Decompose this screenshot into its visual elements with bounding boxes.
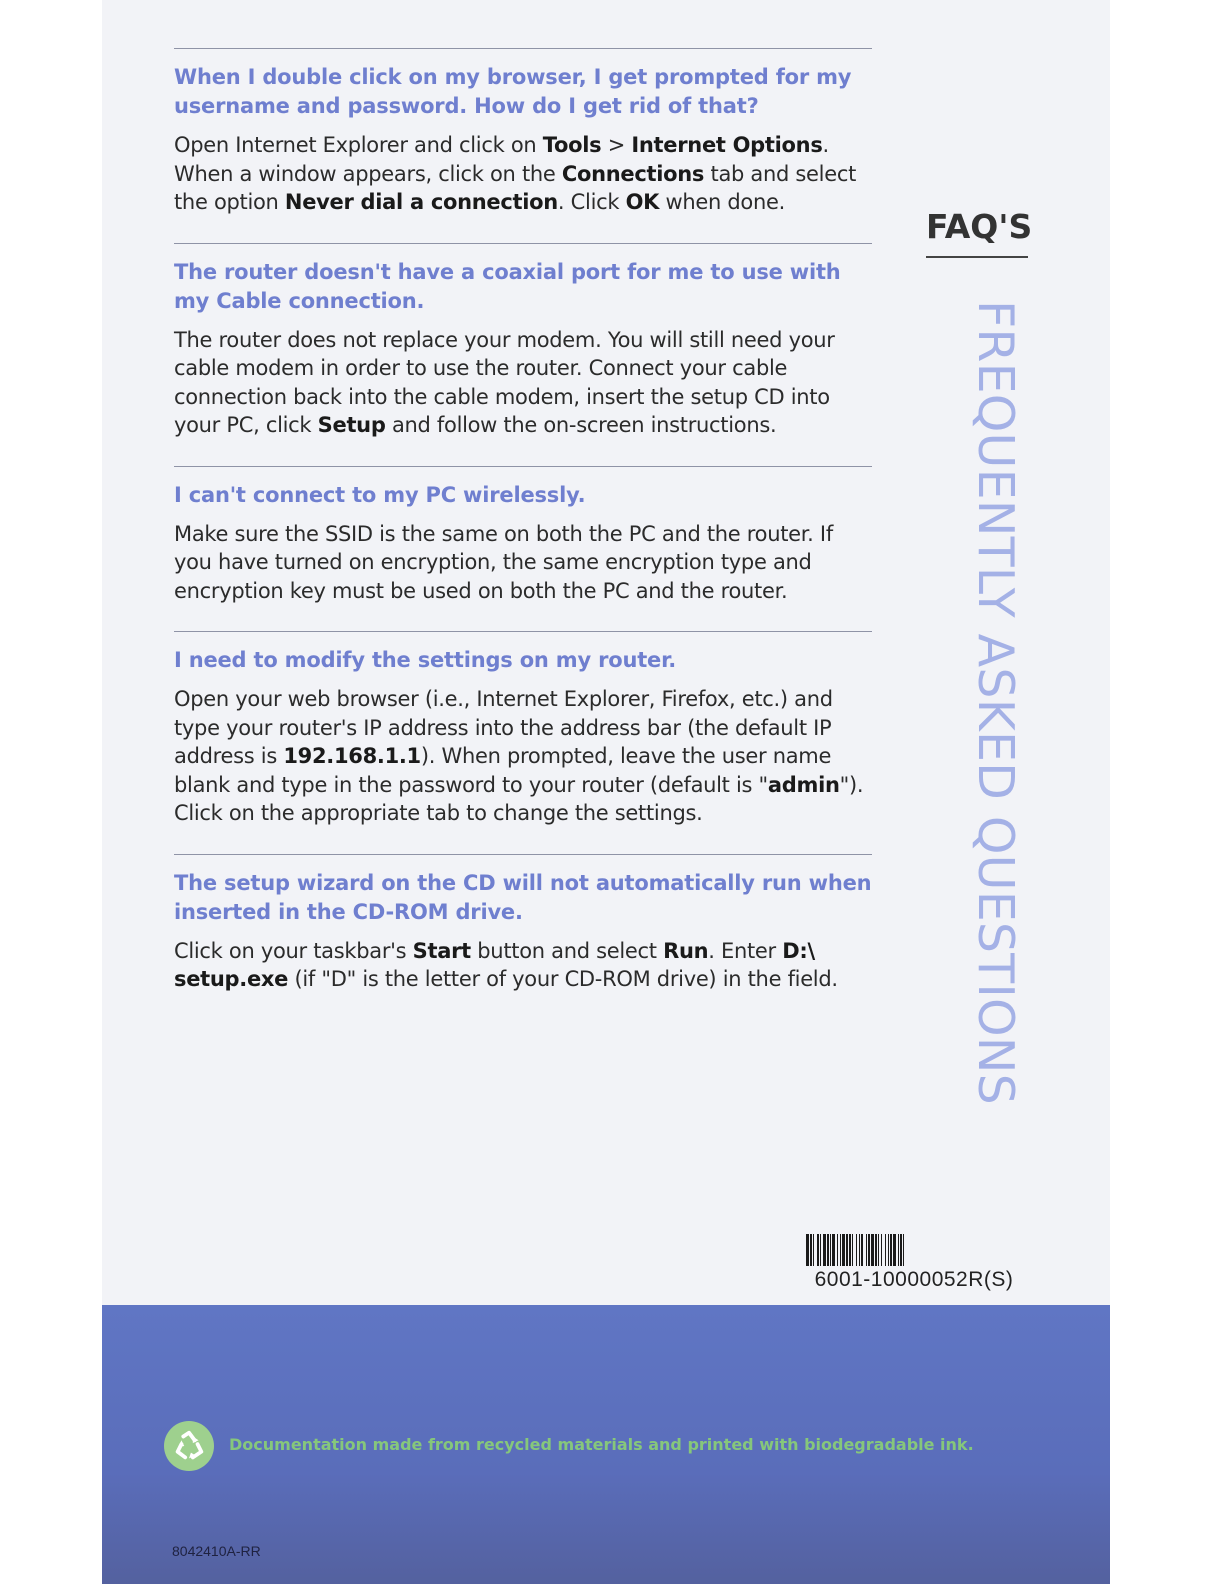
answer-text: tab and select the option [174,161,857,214]
faq-answer [174,685,872,828]
faq-answer [174,131,872,217]
answer-text: (if "D" is the letter of your CD-ROM drive) in the field. [288,967,838,991]
answer-text: button and select [470,938,664,963]
document-code: 8042410A-RR [172,1543,261,1559]
vertical-section-title: FREQUENTLY ASKED QUESTIONS [967,300,1024,1105]
faq-question: The router doesn't have a coaxial port for me to use with my Cable connection. [174,259,841,313]
answer-text: Open your web browser (i.e., Internet Explorer, Firefox, etc.) and type your router's IP address into the address bar (the default IP address is [174,687,833,768]
answer-text: "). Click on the appropriate tab to change the settings. [174,772,864,825]
footer-band [102,1305,1110,1584]
faq-answer [174,520,872,606]
answer-text: Open Internet Explorer and click on [174,133,543,157]
faq-item [174,48,872,217]
answer-emphasis: Run [663,938,709,963]
faq-item [174,466,872,606]
answer-text: Make sure the SSID is the same on both the PC and the router. If you have turned on encryption, the same encryption type and encryption key must be used on both the PC and the router. [174,521,833,603]
barcode-bar [904,1234,907,1266]
answer-text: and follow the on-screen instructions. [385,413,777,437]
answer-text: . When a window appears, click on the [174,133,829,186]
recycle-icon [164,1421,214,1471]
faq-answer [174,937,872,994]
faq-item [174,631,872,828]
answer-emphasis: D:\ setup.exe [174,938,815,991]
answer-text: when done. [659,190,785,214]
page [102,0,1110,1584]
answer-emphasis: OK [625,190,660,214]
answer-emphasis: admin [767,772,840,797]
answer-emphasis: Never dial a connection [284,190,558,214]
faq-question: When I double click on my browser, I get prompted for my username and password. How do I get rid of that? [174,65,852,118]
faq-heading: FAQ'S [926,207,1028,258]
answer-emphasis: Internet Options [631,133,823,157]
answer-text: ). When prompted, leave the user name blank and type in the password to your router (default is " [174,744,832,797]
barcode-image [806,1234,1022,1266]
answer-emphasis: 192.168.1.1 [283,744,421,768]
answer-emphasis: Start [412,938,471,963]
answer-text: The router does not replace your modem. You will still need your cable modem in order to use the router. Connect your cable connection back into the cable modem, insert the setup CD into your PC, click [174,327,835,437]
answer-emphasis: Setup [317,413,386,437]
faq-item [174,243,872,440]
answer-emphasis: Connections [561,161,705,186]
answer-text: > [601,133,632,157]
faq-question: I can't connect to my PC wirelessly. [174,482,586,507]
faq-question: I need to modify the settings on my router. [174,648,677,672]
answer-text: Click on your taskbar's [174,938,413,963]
answer-emphasis: Tools [542,133,602,157]
faq-item [174,854,872,994]
faq-answer [174,326,872,440]
faq-list [174,48,872,1020]
answer-text: . Enter [708,938,783,963]
answer-text: . Click [557,190,626,214]
barcode-block [806,1234,1022,1292]
barcode-number: 6001-10000052R(S) [814,1268,1014,1291]
recycle-note: Documentation made from recycled materials and printed with biodegradable ink. [229,1435,974,1454]
faq-question: The setup wizard on the CD will not automatically run when inserted in the CD-ROM drive. [174,870,872,924]
